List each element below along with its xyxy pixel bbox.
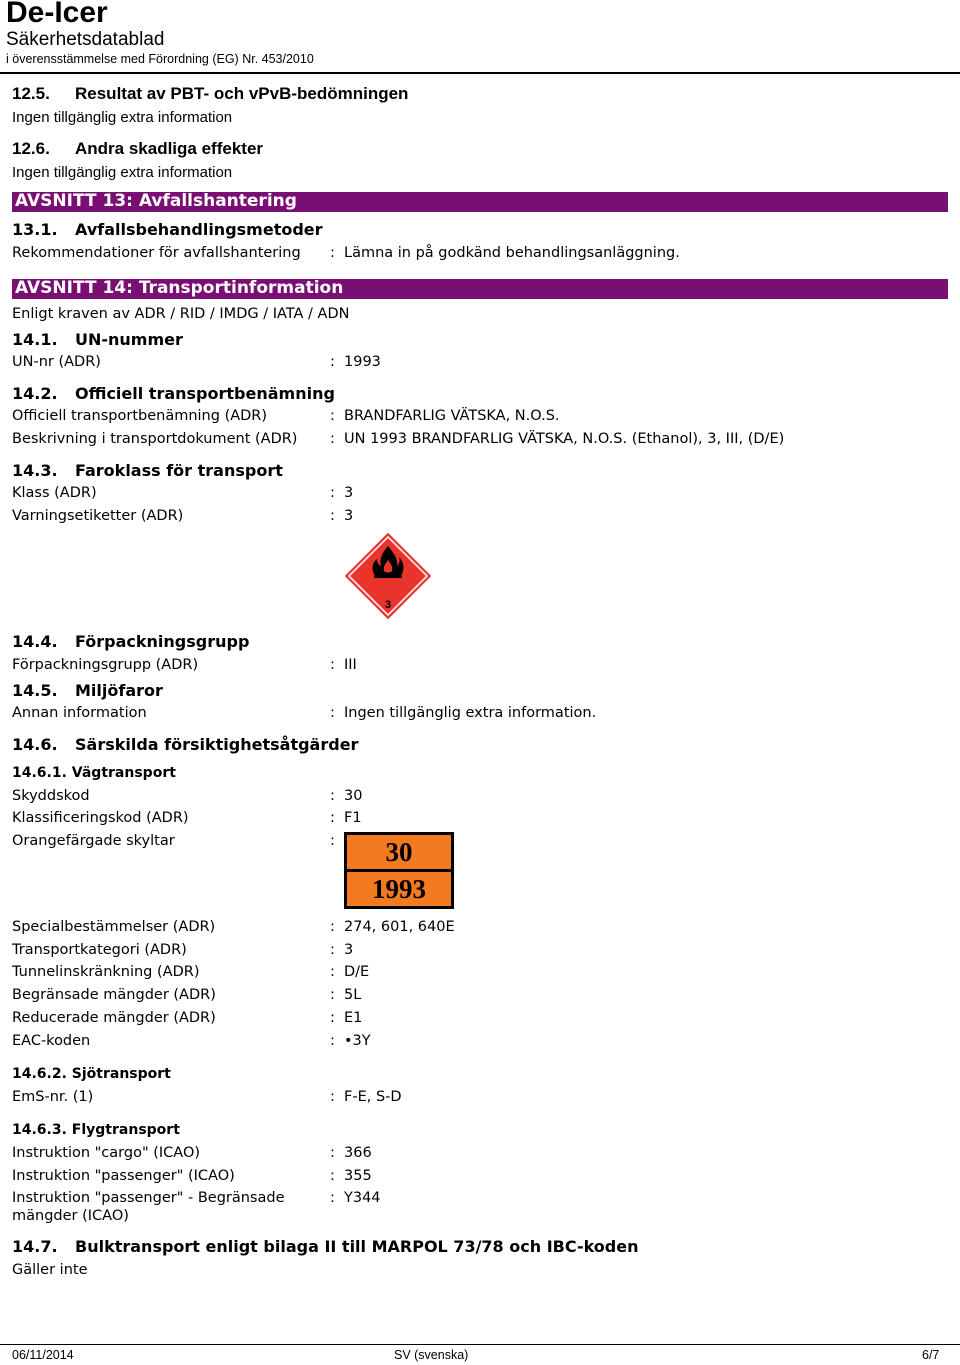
colon: : <box>330 408 335 424</box>
label-waste-recommendation: Rekommendationer för avfallshantering <box>12 245 301 261</box>
text-12-5: Ingen tillgänglig extra information <box>12 109 233 126</box>
heading-12-5: 12.5. Resultat av PBT- och vPvB-bedömningen <box>12 84 409 103</box>
footer-page-number: 6/7 <box>922 1348 940 1362</box>
colon: : <box>330 1168 335 1184</box>
label-shipping-name: Officiell transportbenämning (ADR) <box>12 408 268 424</box>
label-orange-plates: Orangefärgade skyltar <box>12 833 175 849</box>
colon: : <box>330 1089 335 1105</box>
flammable-liquid-hazard-label <box>342 530 434 622</box>
colon: : <box>330 705 335 721</box>
value-hazard-code: 30 <box>344 788 363 804</box>
heading-14-5: 14.5. Miljöfaror <box>12 681 163 700</box>
label-tunnel-restriction: Tunnelinskränkning (ADR) <box>12 964 200 980</box>
document-subtitle: Säkerhetsdatablad <box>6 29 165 50</box>
value-un-number: 1993 <box>344 354 381 370</box>
footer-divider <box>0 1344 960 1345</box>
colon: : <box>330 987 335 1003</box>
label-ems-number: EmS-nr. (1) <box>12 1089 94 1105</box>
label-limited-quantities: Begränsade mängder (ADR) <box>12 987 216 1003</box>
plate-un-number: 1993 <box>372 874 426 904</box>
label-special-provisions: Specialbestämmelser (ADR) <box>12 919 216 935</box>
section-14-bar: AVSNITT 14: Transportinformation <box>12 279 948 299</box>
value-special-provisions: 274, 601, 640E <box>344 919 455 935</box>
value-waste-recommendation: Lämna in på godkänd behandlingsanläggning. <box>344 245 680 261</box>
label-icao-passenger: Instruktion "passenger" (ICAO) <box>12 1168 235 1184</box>
label-transport-document: Beskrivning i transportdokument (ADR) <box>12 431 298 447</box>
value-icao-passenger: 355 <box>344 1168 372 1184</box>
hazard-class-number: 3 <box>384 599 392 611</box>
colon: : <box>330 788 335 804</box>
colon: : <box>330 1010 335 1026</box>
value-icao-passenger-limited: Y344 <box>344 1190 381 1206</box>
heading-12-6: 12.6. Andra skadliga effekter <box>12 139 264 158</box>
colon: : <box>330 919 335 935</box>
heading-14-6: 14.6. Särskilda försiktighetsåtgärder <box>12 735 359 754</box>
value-ems-number: F-E, S-D <box>344 1089 402 1105</box>
regulation-note: i överensstämmelse med Förordning (EG) Nr. 453/2010 <box>6 52 314 66</box>
value-classification-code: F1 <box>344 810 362 826</box>
orange-plate <box>344 832 454 909</box>
colon: : <box>330 1033 335 1049</box>
label-hazard-code: Skyddskod <box>12 788 90 804</box>
colon: : <box>330 810 335 826</box>
plate-hazard-number: 30 <box>385 837 413 867</box>
label-icao-passenger-limited: Instruktion "passenger" - Begränsade <box>12 1190 285 1206</box>
value-tunnel-restriction: D/E <box>344 964 370 980</box>
label-packing-group: Förpackningsgrupp (ADR) <box>12 657 199 673</box>
heading-14-7: 14.7. Bulktransport enligt bilaga II till MARPOL 73/78 och IBC-koden <box>12 1237 639 1256</box>
document-title: De-Icer <box>6 0 108 29</box>
value-class: 3 <box>344 485 354 501</box>
colon: : <box>330 1145 335 1161</box>
heading-14-1: 14.1. UN-nummer <box>12 330 183 349</box>
value-eac-code: •3Y <box>344 1033 371 1049</box>
label-class: Klass (ADR) <box>12 485 97 501</box>
colon: : <box>330 964 335 980</box>
header-divider <box>0 72 960 74</box>
heading-13-1: 13.1. Avfallsbehandlingsmetoder <box>12 220 323 239</box>
text-12-6: Ingen tillgänglig extra information <box>12 164 233 181</box>
label-classification-code: Klassificeringskod (ADR) <box>12 810 189 826</box>
value-excepted-quantities: E1 <box>344 1010 363 1026</box>
colon: : <box>330 485 335 501</box>
label-transport-category: Transportkategori (ADR) <box>12 942 187 958</box>
transport-intro: Enligt kraven av ADR / RID / IMDG / IATA / ADN <box>12 306 350 322</box>
label-warning-labels: Varningsetiketter (ADR) <box>12 508 184 524</box>
section-13-bar: AVSNITT 13: Avfallshantering <box>12 192 948 212</box>
colon: : <box>330 508 335 524</box>
label-un-number: UN-nr (ADR) <box>12 354 101 370</box>
heading-14-4: 14.4. Förpackningsgrupp <box>12 632 250 651</box>
heading-14-6-1: 14.6.1. Vägtransport <box>12 765 176 781</box>
footer-date: 06/11/2014 <box>12 1348 74 1362</box>
text-14-7: Gäller inte <box>12 1262 88 1278</box>
label-icao-cargo: Instruktion "cargo" (ICAO) <box>12 1145 201 1161</box>
colon: : <box>330 354 335 370</box>
label-eac-code: EAC-koden <box>12 1033 91 1049</box>
value-limited-quantities: 5L <box>344 987 362 1003</box>
colon: : <box>330 657 335 673</box>
heading-14-3: 14.3. Faroklass för transport <box>12 461 283 480</box>
value-other-info: Ingen tillgänglig extra information. <box>344 705 597 721</box>
label-icao-passenger-limited-2: mängder (ICAO) <box>12 1208 129 1224</box>
heading-14-6-3: 14.6.3. Flygtransport <box>12 1122 180 1138</box>
colon: : <box>330 431 335 447</box>
value-icao-cargo: 366 <box>344 1145 372 1161</box>
heading-14-6-2: 14.6.2. Sjötransport <box>12 1066 171 1082</box>
colon: : <box>330 245 335 261</box>
footer-language: SV (svenska) <box>394 1348 469 1362</box>
colon: : <box>330 1190 335 1206</box>
colon: : <box>330 942 335 958</box>
label-other-info: Annan information <box>12 705 147 721</box>
value-shipping-name: BRANDFARLIG VÄTSKA, N.O.S. <box>344 408 560 424</box>
value-transport-category: 3 <box>344 942 354 958</box>
value-transport-document: UN 1993 BRANDFARLIG VÄTSKA, N.O.S. (Ethanol), 3, III, (D/E) <box>344 431 785 447</box>
heading-14-2: 14.2. Officiell transportbenämning <box>12 384 335 403</box>
colon: : <box>330 833 335 849</box>
label-excepted-quantities: Reducerade mängder (ADR) <box>12 1010 216 1026</box>
value-packing-group: III <box>344 657 357 673</box>
value-warning-labels: 3 <box>344 508 354 524</box>
